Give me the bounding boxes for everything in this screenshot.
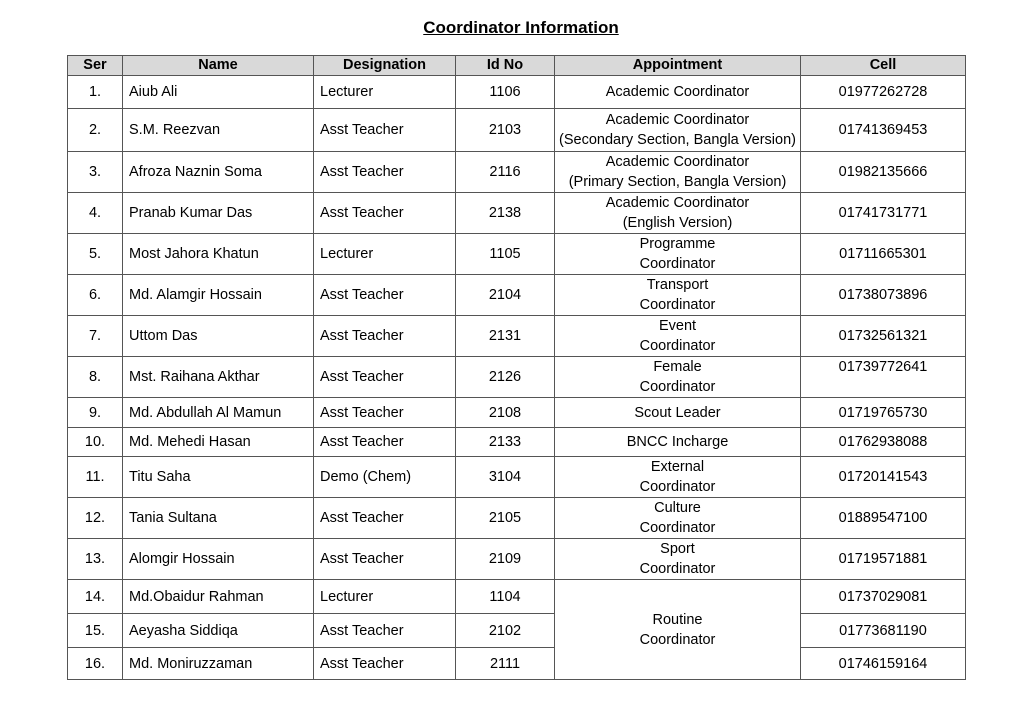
designation-cell: Asst Teacher [314,109,456,152]
appointment-line: Programme [639,236,716,252]
id-no-cell: 2138 [456,193,555,234]
name-cell: Md. Abdullah Al Mamun [123,398,314,428]
appointment-line: Culture [654,500,701,516]
column-header-name: Name [123,56,314,76]
ser-cell: 15. [68,614,123,648]
cell-number-cell: 01738073896 [801,275,966,316]
column-header-id-no: Id No [456,56,555,76]
table-row [68,109,966,152]
ser-cell: 12. [68,498,123,539]
appointment-line: Coordinator [639,631,716,648]
ser-cell: 10. [68,428,123,457]
ser-cell: 13. [68,539,123,580]
appointment-line: Routine [652,611,703,628]
appointment-line: Transport [646,277,709,293]
ser-cell: 1. [68,76,123,109]
ser-cell: 7. [68,316,123,357]
id-no-cell: 2108 [456,398,555,428]
id-no-cell: 2131 [456,316,555,357]
designation-cell: Lecturer [314,234,456,275]
page-title: Coordinator Information [423,18,619,37]
column-header-appointment: Appointment [555,56,801,76]
appointment-cell [555,580,801,680]
ser-cell: 14. [68,580,123,614]
cell-number-cell: 01982135666 [801,152,966,193]
id-no-cell: 2103 [456,109,555,152]
cell-number-cell: 01741369453 [801,109,966,152]
appointment-cell [555,498,801,539]
appointment-line: Coordinator [639,338,716,354]
cell-number-cell: 01719765730 [801,398,966,428]
coordinator-table [67,55,966,680]
id-no-cell: 1106 [456,76,555,109]
appointment-line: Scout Leader [634,404,721,421]
appointment-line: Coordinator [639,520,716,536]
id-no-cell: 2105 [456,498,555,539]
designation-cell: Demo (Chem) [314,457,456,498]
cell-number-cell: 01746159164 [801,648,966,680]
name-cell: Md. Alamgir Hossain [123,275,314,316]
appointment-cell [555,316,801,357]
appointment-line: Academic Coordinator [605,154,750,170]
designation-cell: Lecturer [314,580,456,614]
id-no-cell: 2111 [456,648,555,680]
ser-cell: 6. [68,275,123,316]
designation-cell: Asst Teacher [314,357,456,398]
ser-cell: 5. [68,234,123,275]
appointment-line: (Secondary Section, Bangla Version) [559,132,796,148]
appointment-cell [555,152,801,193]
appointment-line: Academic Coordinator [605,112,750,128]
ser-cell: 3. [68,152,123,193]
appointment-cell [555,109,801,152]
table-row [68,193,966,234]
id-no-cell: 2109 [456,539,555,580]
appointment-line: Coordinator [639,479,716,495]
appointment-cell [555,193,801,234]
ser-cell: 16. [68,648,123,680]
cell-number-cell: 01741731771 [801,193,966,234]
column-header-designation: Designation [314,56,456,76]
table-row [68,357,966,398]
table-row [68,614,966,648]
designation-cell: Asst Teacher [314,316,456,357]
id-no-cell: 2102 [456,614,555,648]
appointment-cell [555,539,801,580]
designation-cell: Asst Teacher [314,193,456,234]
name-cell: Md. Mehedi Hasan [123,428,314,457]
id-no-cell: 2133 [456,428,555,457]
id-no-cell: 2126 [456,357,555,398]
appointment-cell [555,234,801,275]
name-cell: Pranab Kumar Das [123,193,314,234]
appointment-line: Coordinator [639,561,716,577]
appointment-line: Coordinator [639,256,716,272]
cell-number-cell: 01720141543 [801,457,966,498]
name-cell: Alomgir Hossain [123,539,314,580]
appointment-cell [555,457,801,498]
appointment-cell [555,275,801,316]
id-no-cell: 1105 [456,234,555,275]
cell-number-cell: 01762938088 [801,428,966,457]
designation-cell: Asst Teacher [314,152,456,193]
cell-number-cell: 01739772641 [801,357,966,398]
column-header-cell: Cell [801,56,966,76]
table-row [68,580,966,614]
cell-number-cell: 01711665301 [801,234,966,275]
name-cell: S.M. Reezvan [123,109,314,152]
ser-cell: 11. [68,457,123,498]
appointment-cell [555,357,801,398]
appointment-cell [555,76,801,109]
column-header-ser: Ser [68,56,123,76]
cell-number-cell: 01889547100 [801,498,966,539]
designation-cell: Lecturer [314,76,456,109]
appointment-cell [555,398,801,428]
table-row [68,457,966,498]
appointment-line: Academic Coordinator [605,84,750,100]
appointment-line: (Primary Section, Bangla Version) [568,174,787,190]
table-row [68,498,966,539]
table-row [68,428,966,457]
designation-cell: Asst Teacher [314,428,456,457]
appointment-line: (English Version) [622,215,733,231]
table-header-row [68,56,966,76]
appointment-line: Female [653,359,702,375]
name-cell: Mst. Raihana Akthar [123,357,314,398]
appointment-line: Event [658,318,697,334]
table-row [68,152,966,193]
designation-cell: Asst Teacher [314,614,456,648]
designation-cell: Asst Teacher [314,498,456,539]
ser-cell: 9. [68,398,123,428]
table-row [68,76,966,109]
appointment-line: External [650,459,705,475]
id-no-cell: 3104 [456,457,555,498]
id-no-cell: 2116 [456,152,555,193]
cell-number-cell: 01737029081 [801,580,966,614]
name-cell: Md.Obaidur Rahman [123,580,314,614]
name-cell: Md. Moniruzzaman [123,648,314,680]
cell-number-cell: 01977262728 [801,76,966,109]
appointment-line: Academic Coordinator [605,195,750,211]
appointment-line: Coordinator [639,379,716,395]
id-no-cell: 1104 [456,580,555,614]
cell-number-cell: 01773681190 [801,614,966,648]
table-row [68,539,966,580]
table-row [68,648,966,680]
id-no-cell: 2104 [456,275,555,316]
name-cell: Most Jahora Khatun [123,234,314,275]
table-row [68,316,966,357]
designation-cell: Asst Teacher [314,275,456,316]
name-cell: Tania Sultana [123,498,314,539]
table-row [68,234,966,275]
designation-cell: Asst Teacher [314,648,456,680]
appointment-cell [555,428,801,457]
table-row [68,398,966,428]
designation-cell: Asst Teacher [314,398,456,428]
table-row [68,275,966,316]
ser-cell: 4. [68,193,123,234]
cell-number-cell: 01719571881 [801,539,966,580]
appointment-line: Coordinator [639,297,716,313]
name-cell: Afroza Naznin Soma [123,152,314,193]
ser-cell: 2. [68,109,123,152]
name-cell: Titu Saha [123,457,314,498]
cell-number-cell: 01732561321 [801,316,966,357]
designation-cell: Asst Teacher [314,539,456,580]
name-cell: Aiub Ali [123,76,314,109]
name-cell: Uttom Das [123,316,314,357]
name-cell: Aeyasha Siddiqa [123,614,314,648]
ser-cell: 8. [68,357,123,398]
appointment-line: BNCC Incharge [626,434,729,450]
appointment-line: Sport [660,541,695,557]
